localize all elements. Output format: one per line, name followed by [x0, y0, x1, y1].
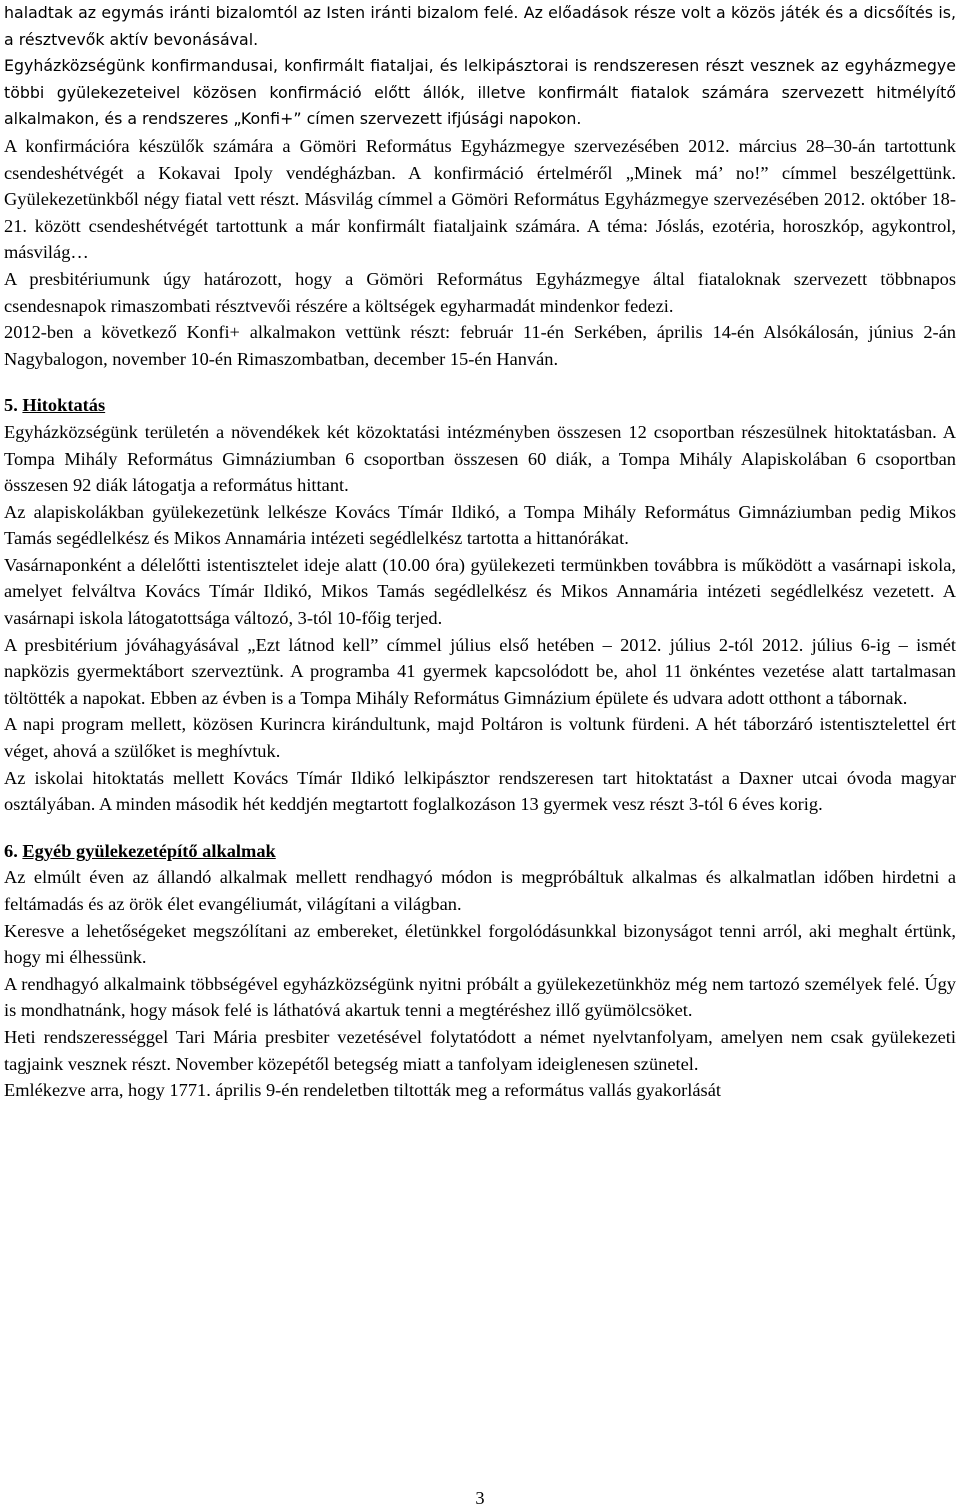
section-number: 6.	[4, 840, 23, 861]
paragraph: Az alapiskolákban gyülekezetünk lelkésze Kovács Tímár Ildikó, a Tompa Mihály Református Gimnáziumban pedig Mikos Tamás segédlelkész és Mikos Annamária intézeti segédlelkész tartotta a hittanórákat.	[4, 501, 956, 549]
section-title: Hitoktatás	[22, 395, 106, 416]
paragraph: Az iskolai hitoktatás mellett Kovács Tímár Ildikó lelkipásztor rendszeresen tart hitoktatást a Daxner utcai óvoda magyar osztályában. A minden második hét keddjén megtartott foglalkozáson 13 gyermek vesz részt 3-tól 6 éves korig.	[4, 767, 956, 815]
document-page	[4, 0, 956, 1104]
paragraph: Keresve a lehetőségeket megszólítani az embereket, életünkkel forgolódásunkkal bizonyságot tenni arról, aki meghalt értünk, hogy mi élhessünk.	[4, 920, 956, 968]
paragraph: A rendhagyó alkalmaink többségével egyházközségünk nyitni próbált a gyülekezetünkhöz még nem tartozó személyek felé. Úgy is mondhatnánk, hogy mások felé is láthatóvá akartuk tenni a megtéréshez illő gyümölcsöket.	[4, 973, 956, 1021]
page-number: 3	[475, 1488, 485, 1508]
section-heading	[4, 392, 956, 419]
paragraph: Egyházközségünk konfirmandusai, konfirmált fiataljai, és lelkipásztorai is rendszeresen részt vesznek az egyházmegye többi gyülekezeteivel közösen konfirmáció előtt állók, illetve konfirmált fiatalok számára szervezett hitmélyítő alkalmakon, és a rendszeres „Konfi+” címen szervezett ifjúsági napokon.	[4, 56, 956, 129]
paragraph: A presbitériumunk úgy határozott, hogy a Gömöri Református Egyházmegye által fiataloknak szervezett többnapos csendesnapok rimaszombati résztvevői részére a költségek egyharmadát mindenkor fedezi.	[4, 268, 956, 316]
paragraph: A napi program mellett, közösen Kurincra kirándultunk, majd Poltáron is voltunk fürdeni. A hét táborzáró istentisztelettel ért véget, ahová a szülőket is meghívtuk.	[4, 714, 956, 762]
paragraph: Vasárnaponként a délelőtti istentisztelet ideje alatt (10.00 óra) gyülekezeti termünkben továbbra is működött a vasárnapi iskola, amelyet felváltva Kovács Tímár Ildikó, Mikos Tamás segédlelkész és Mikos Annamária intézeti segédlelkész vezetett. A vasárnapi iskola látogatottsága változó, 3-tól 10-főig terjed.	[4, 554, 956, 629]
section-number: 5.	[4, 395, 23, 416]
paragraph: haladtak az egymás iránti bizalomtól az Isten iránti bizalom felé. Az előadások része volt a közös játék és a dicsőítés is, a résztvevők aktív bevonásával.	[4, 3, 956, 49]
paragraph: A presbitérium jóváhagyásával „Ezt látnod kell” címmel július első hetében – 2012. július 2-tól 2012. július 6-ig – ismét napközis gyermektábort szerveztünk. A programba 41 gyermek kapcsolódott be, ahol 11 önkéntes vezetése alatt tartalmasan töltötték a napokat. Ebben az évben is a Tompa Mihály Református Gimnázium épülete és udvara adott otthont a tábornak.	[4, 634, 956, 708]
section-4-continued	[4, 0, 956, 372]
section-heading	[4, 838, 956, 865]
paragraph: Az elmúlt éven az állandó alkalmak mellett rendhagyó módon is megpróbáltuk alkalmas és alkalmatlan időben hirdetni a feltámadás és az örök élet evangéliumát, világítani a világban.	[4, 867, 956, 914]
paragraph: A konfirmációra készülők számára a Gömöri Református Egyházmegye szervezésében 2012. március 28–30-án tartottunk csendeshétvégét a Kokavai Ipoly vendégházban. A konfirmáció értelméről „Minek má’ no!” címmel beszélgettünk. Gyülekezetünkből négy fiatal vett részt. Másvilág címmel a Gömöri Református Egyházmegye szervezésében 2012. október 18-21. között csendeshétvégét tartottunk a már konfirmált fiataljaink számára. A téma: Jóslás, ezotéria, horoszkóp, agykontrol, másvilág…	[4, 135, 956, 263]
paragraph: Heti rendszerességgel Tari Mária presbiter vezetésével folytatódott a német nyelvtanfolyam, amelyen nem csak gyülekezeti tagjaink vesznek részt. November közepétől betegség miatt a tanfolyam ideiglenesen szünetel.	[4, 1026, 956, 1074]
section-6-egyeb-alkalmak	[4, 838, 956, 1104]
section-title: Egyéb gyülekezetépítő alkalmak	[22, 840, 276, 861]
section-spacer	[4, 372, 956, 392]
paragraph: Emlékezve arra, hogy 1771. április 9-én rendeletben tiltották meg a református vallás gyakorlását	[4, 1080, 721, 1101]
paragraph: Egyházközségünk területén a növendékek két közoktatási intézményben összesen 12 csoportban részesülnek hitoktatásban. A Tompa Mihály Református Gimnáziumban 6 csoportban összesen 60 diák, a Tompa Mihály Alapiskolában 6 csoportban összesen 92 diák látogatja a református hittant.	[4, 421, 956, 496]
section-spacer	[4, 818, 956, 838]
section-5-hitoktatas	[4, 392, 956, 818]
paragraph: 2012-ben a következő Konfi+ alkalmakon vettünk részt: február 11-én Serkében, április 14-én Alsókálosán, június 2-án Nagybalogon, november 10-én Rimaszombatban, december 15-én Hanván.	[4, 322, 956, 369]
